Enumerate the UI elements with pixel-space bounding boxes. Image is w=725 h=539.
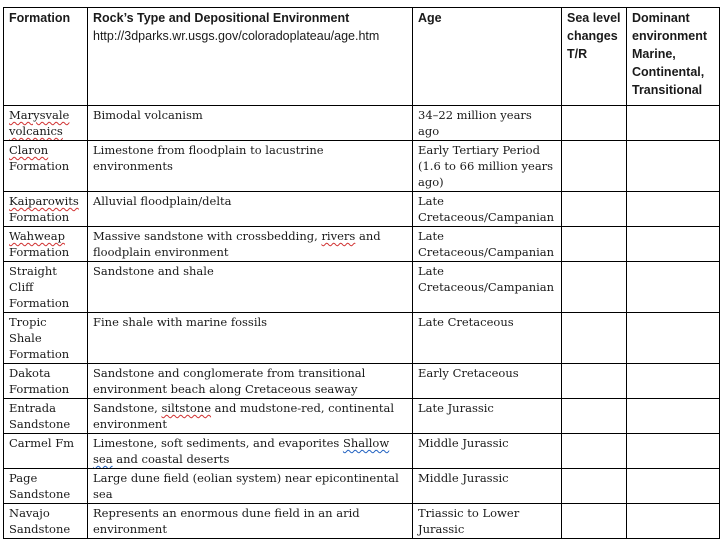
rock-type-cell: Sandstone, siltstone and mudstone-red, continental environment	[88, 399, 413, 434]
sea-level-cell	[562, 141, 627, 192]
age-cell: Triassic to Lower Jurassic	[413, 504, 562, 539]
rock-type-cell: Massive sandstone with crossbedding, rivers and floodplain environment	[88, 227, 413, 262]
table-row	[4, 141, 720, 192]
formation-cell: Carmel Fm	[4, 434, 88, 469]
sea-level-cell	[562, 364, 627, 399]
rock-type-cell: Fine shale with marine fossils	[88, 313, 413, 364]
dominant-environment-cell	[627, 262, 720, 313]
sea-level-cell	[562, 434, 627, 469]
formation-cell: Tropic Shale Formation	[4, 313, 88, 364]
table-row	[4, 313, 720, 364]
age-cell: 34–22 million years ago	[413, 106, 562, 141]
sea-level-cell	[562, 192, 627, 227]
header-sea-level: Sea level changes T/R	[562, 8, 627, 106]
header-formation: Formation	[4, 8, 88, 106]
table-row	[4, 227, 720, 262]
rock-type-cell: Sandstone and shale	[88, 262, 413, 313]
table-row	[4, 469, 720, 504]
table-row	[4, 504, 720, 539]
dominant-environment-cell	[627, 504, 720, 539]
age-cell: Late Cretaceous/Campanian	[413, 262, 562, 313]
age-cell: Early Cretaceous	[413, 364, 562, 399]
formation-cell: Wahweap Formation	[4, 227, 88, 262]
age-cell: Late Jurassic	[413, 399, 562, 434]
rock-type-cell: Sandstone and conglomerate from transitional environment beach along Cretaceous seaway	[88, 364, 413, 399]
formation-cell: Dakota Formation	[4, 364, 88, 399]
age-cell: Middle Jurassic	[413, 469, 562, 504]
rock-type-cell: Limestone, soft sediments, and evaporites Shallow sea and coastal deserts	[88, 434, 413, 469]
rock-type-cell: Represents an enormous dune field in an arid environment	[88, 504, 413, 539]
rock-type-cell: Large dune field (eolian system) near epicontinental sea	[88, 469, 413, 504]
dominant-environment-cell	[627, 313, 720, 364]
sea-level-cell	[562, 106, 627, 141]
formation-cell: Entrada Sandstone	[4, 399, 88, 434]
age-cell: Middle Jurassic	[413, 434, 562, 469]
sea-level-cell	[562, 504, 627, 539]
sea-level-cell	[562, 469, 627, 504]
table-row	[4, 434, 720, 469]
table-row	[4, 262, 720, 313]
formation-cell: Marysvale volcanics	[4, 106, 88, 141]
header-rock-type	[88, 8, 413, 106]
age-cell: Early Tertiary Period (1.6 to 66 million years ago)	[413, 141, 562, 192]
sea-level-cell	[562, 262, 627, 313]
header-row	[4, 8, 720, 106]
table-row	[4, 192, 720, 227]
formation-cell: Kaiparowits Formation	[4, 192, 88, 227]
dominant-environment-cell	[627, 141, 720, 192]
formation-cell: Straight Cliff Formation	[4, 262, 88, 313]
header-rock-type-label: Rock’s Type and Depositional Environment	[93, 11, 350, 25]
dominant-environment-cell	[627, 192, 720, 227]
table-row	[4, 399, 720, 434]
header-age: Age	[413, 8, 562, 106]
formation-cell: Claron Formation	[4, 141, 88, 192]
header-rock-type-url[interactable]: http://3dparks.wr.usgs.gov/coloradoplateau/age.htm	[93, 29, 380, 43]
table-row	[4, 106, 720, 141]
formation-cell: Navajo Sandstone	[4, 504, 88, 539]
header-dominant-environment: Dominant environment Marine, Continental, Transitional	[627, 8, 720, 106]
sea-level-cell	[562, 399, 627, 434]
age-cell: Late Cretaceous/Campanian	[413, 192, 562, 227]
age-cell: Late Cretaceous/Campanian	[413, 227, 562, 262]
dominant-environment-cell	[627, 364, 720, 399]
dominant-environment-cell	[627, 399, 720, 434]
dominant-environment-cell	[627, 434, 720, 469]
table-row	[4, 364, 720, 399]
rock-type-cell: Bimodal volcanism	[88, 106, 413, 141]
dominant-environment-cell	[627, 227, 720, 262]
formation-cell: Page Sandstone	[4, 469, 88, 504]
age-cell: Late Cretaceous	[413, 313, 562, 364]
sea-level-cell	[562, 227, 627, 262]
rock-type-cell: Alluvial floodplain/delta	[88, 192, 413, 227]
sea-level-cell	[562, 313, 627, 364]
rock-type-cell: Limestone from floodplain to lacustrine environments	[88, 141, 413, 192]
formations-table	[3, 7, 720, 539]
dominant-environment-cell	[627, 469, 720, 504]
dominant-environment-cell	[627, 106, 720, 141]
